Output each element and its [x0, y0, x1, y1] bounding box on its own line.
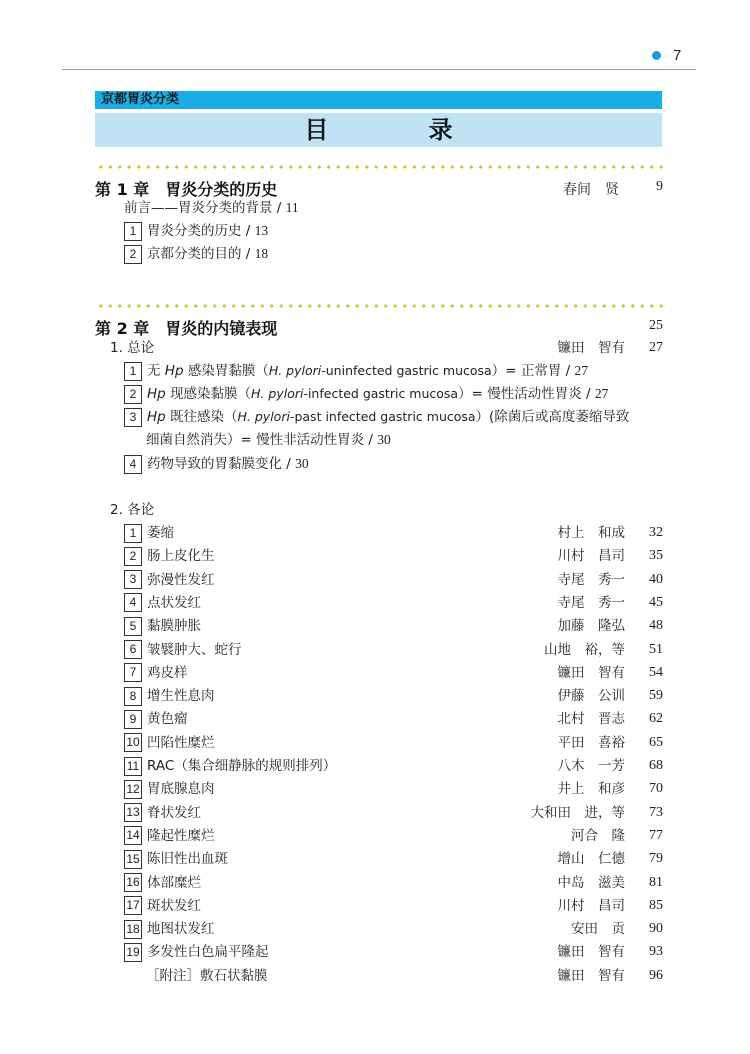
toc-entry [0, 640, 663, 662]
item-number-box: 7 [124, 663, 142, 682]
item-number-box: 5 [124, 617, 142, 636]
item-number-box: 2 [124, 385, 142, 404]
entry-text: 胃炎分类的历史 [147, 223, 242, 239]
entry-page: 40 [649, 571, 663, 587]
entry-author: 伊藤 公训 [557, 688, 625, 705]
entry-author: 平田 喜裕 [557, 734, 625, 751]
entry-page: 77 [649, 827, 663, 843]
toc-entry [0, 919, 663, 941]
entry-author: 增山 仁德 [557, 851, 625, 868]
item-number-box: 4 [124, 593, 142, 612]
item-number-box: 17 [124, 896, 142, 915]
item-number-box: 1 [124, 524, 142, 543]
item-number-box: 2 [124, 245, 142, 264]
entry-text: 弥漫性发红 [147, 571, 215, 588]
entry-author: 镰田 智有 [557, 664, 625, 681]
item-number-box: 14 [124, 826, 142, 845]
toc-entry: 1 无 Hp 感染胃黏膜（H. pylori-uninfected gastric mucosa）= 正常胃 / 27 [0, 361, 663, 383]
entry-page: 90 [649, 921, 663, 937]
entry-text: 黄色瘤 [147, 711, 188, 728]
page-number: 7 [673, 47, 682, 64]
entry-page: 27 [574, 363, 588, 378]
entry-text: 点状发红 [147, 594, 201, 611]
toc-entry [0, 896, 663, 918]
toc-entry: 3 Hp 既往感染（H. pylori-past infected gastric mucosa）(除菌后或高度萎缩导致 [0, 407, 663, 429]
entry-author: 北村 晋志 [557, 711, 625, 728]
entry-author: 大和田 进，等 [530, 804, 625, 821]
section-heading [0, 338, 663, 360]
section-label: 2. 各论 [110, 502, 155, 518]
toc-entry-appendix [0, 966, 663, 988]
series-title-bar [95, 91, 662, 109]
entry-page: 79 [649, 851, 663, 867]
toc-entry [0, 709, 663, 731]
entry-author: 河合 隆 [571, 827, 625, 844]
chapter-title: 第 1 章 胃炎分类的历史 [95, 180, 278, 199]
entry-page: 48 [649, 618, 663, 634]
toc-entry [0, 546, 663, 568]
entry-page: 68 [649, 758, 663, 773]
entry-page: 54 [649, 664, 663, 680]
entry-page: 11 [285, 200, 299, 215]
toc-entry [0, 663, 663, 685]
toc-entry [0, 803, 663, 825]
chapter-title: 第 2 章 胃炎的内镜表现 [95, 319, 278, 338]
entry-text: ［附注］敷石状黏膜 [146, 967, 268, 984]
entry-text: RAC（集合细静脉的规则排列） [147, 758, 337, 774]
item-number-box: 8 [124, 687, 142, 706]
entry-author: 寺尾 秀一 [557, 571, 625, 588]
entry-text: 地图状发红 [147, 921, 215, 938]
entry-page: 70 [649, 781, 663, 797]
entry-text: 肠上皮化生 [147, 548, 215, 565]
entry-page: 27 [594, 386, 609, 401]
item-number-box: 1 [124, 362, 142, 381]
entry-page: 96 [649, 967, 663, 983]
entry-text: 萎缩 [147, 525, 174, 541]
chapter-page: 25 [649, 318, 663, 333]
item-number-box: 16 [124, 873, 142, 892]
entry-page: 73 [649, 804, 663, 820]
toc-entry: 4 药物导致的胃黏膜变化 / 30 [0, 454, 663, 476]
entry-page: 62 [649, 711, 663, 727]
entry-page: 59 [649, 688, 663, 704]
item-number-box: 3 [124, 570, 142, 589]
toc-entry: 1 胃炎分类的历史 / 13 [0, 221, 663, 243]
entry-author: 镰田 智有 [557, 340, 625, 356]
entry-text: 胃底腺息肉 [147, 781, 215, 798]
entry-text: 前言——胃炎分类的背景 [124, 200, 273, 216]
entry-page: 85 [649, 897, 663, 913]
entry-author: 寺尾 秀一 [557, 594, 625, 611]
item-number-box: 11 [124, 757, 142, 776]
entry-author: 八木 一芳 [557, 758, 625, 774]
toc-entry [0, 826, 663, 848]
entry-page: 13 [254, 223, 269, 238]
toc-entry: 前言——胃炎分类的背景 / 11 [124, 200, 299, 216]
item-number-box: 4 [124, 455, 142, 474]
entry-author: 井上 和彦 [557, 781, 625, 798]
header-rule [62, 69, 696, 70]
entry-text: 鸡皮样 [147, 664, 188, 681]
entry-text: 脊状发红 [147, 804, 201, 821]
entry-page: 35 [649, 548, 663, 564]
entry-text: 增生性息肉 [147, 688, 215, 705]
page-number-area [652, 47, 681, 64]
item-number-box: 19 [124, 943, 142, 962]
item-number-box: 3 [124, 408, 142, 427]
item-number-box: 10 [124, 733, 142, 752]
page-marker-dot-icon [652, 51, 661, 60]
toc-entry [0, 756, 663, 778]
entry-page: 18 [254, 246, 269, 261]
entry-text: 多发性白色扁平隆起 [147, 944, 269, 961]
entry-text: 斑状发红 [147, 897, 201, 914]
toc-entry [0, 849, 663, 871]
entry-text: 隆起性糜烂 [147, 827, 215, 844]
section-heading [0, 500, 663, 522]
toc-entry [0, 779, 663, 801]
entry-text: 京都分类的目的 [147, 246, 242, 262]
item-number-box: 12 [124, 780, 142, 799]
entry-page: 51 [649, 641, 663, 657]
entry-page: 30 [295, 456, 309, 471]
toc-title: 目 录 [304, 116, 499, 144]
item-number-box: 2 [124, 547, 142, 566]
entry-text: 凹陷性糜烂 [147, 734, 215, 751]
item-number-box: 13 [124, 803, 142, 822]
entry-page: 81 [649, 874, 663, 890]
entry-page: 27 [649, 340, 663, 355]
entry-page: 32 [649, 525, 663, 540]
entry-author: 中岛 滋美 [557, 874, 625, 891]
item-number-box: 9 [124, 710, 142, 729]
toc-entry-continuation: 细菌自然消失）= 慢性非活动性胃炎 / 30 [146, 432, 391, 448]
toc-entry [0, 733, 663, 755]
item-number-box: 6 [124, 640, 142, 659]
entry-author: 镰田 智有 [557, 944, 625, 961]
toc-entry [0, 523, 663, 545]
toc-entry [0, 593, 663, 615]
entry-author: 安田 贡 [571, 921, 625, 938]
chapter-heading [95, 316, 663, 340]
entry-author: 川村 昌司 [557, 548, 625, 565]
toc-entry: 2 京都分类的目的 / 18 [0, 244, 663, 266]
entry-page: 30 [377, 432, 391, 447]
toc-entry [0, 942, 663, 964]
dotted-divider [96, 165, 664, 169]
dotted-divider [96, 304, 664, 308]
item-number-box: 18 [124, 920, 142, 939]
entry-author: 加藤 隆弘 [557, 618, 625, 635]
entry-page: 65 [649, 734, 663, 750]
entry-text: 陈旧性出血斑 [147, 851, 228, 868]
section-label: 1. 总论 [110, 340, 155, 356]
entry-text: 体部糜烂 [147, 874, 201, 891]
entry-author: 山地 裕，等 [544, 641, 625, 658]
toc-entry [0, 616, 663, 638]
series-title: 京都胃炎分类 [101, 92, 180, 107]
toc-entry [0, 570, 663, 592]
chapter-author: 春间 贤 [563, 182, 619, 198]
toc-title-bar [95, 113, 662, 147]
toc-entry [0, 873, 663, 895]
entry-author: 村上 和成 [557, 525, 625, 541]
entry-text: 黏膜肿胀 [147, 618, 201, 635]
entry-page: 93 [649, 944, 663, 960]
item-number-box: 15 [124, 850, 142, 869]
entry-page: 45 [649, 594, 663, 610]
toc-entry: 2 Hp 现感染黏膜（H. pylori-infected gastric mucosa）= 慢性活动性胃炎 / 27 [0, 384, 663, 406]
entry-text: 药物导致的胃黏膜变化 [147, 456, 282, 472]
item-number-box: 1 [124, 222, 142, 241]
chapter-page: 9 [656, 179, 663, 194]
entry-author: 川村 昌司 [557, 897, 625, 914]
entry-text: 皱襞肿大、蛇行 [147, 641, 242, 658]
entry-author: 镰田 智有 [557, 967, 625, 984]
toc-entry [0, 686, 663, 708]
